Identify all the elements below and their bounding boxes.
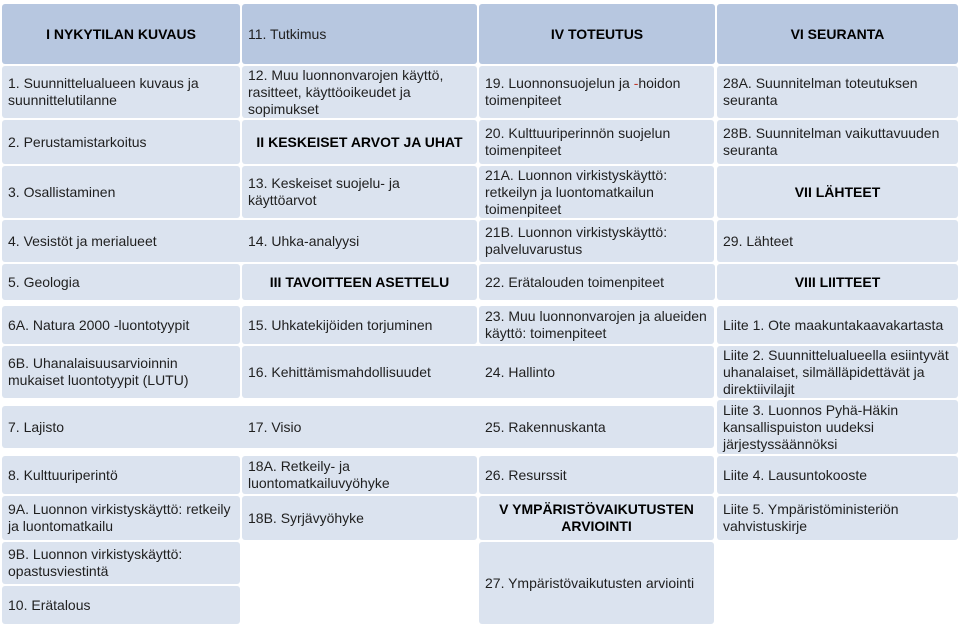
header-tutkimus: 11. Tutkimus — [242, 4, 477, 64]
item-23: 23. Muu luonnonvarojen ja alueiden käyttö: toimenpiteet — [479, 306, 714, 344]
item-2: 2. Perustamistarkoitus — [2, 120, 240, 164]
item-22: 22. Erätalouden toimenpiteet — [479, 264, 715, 300]
liite-2: Liite 2. Suunnittelualueella esiintyvät uhanalaiset, silmälläpidettävät ja direktiivilajit — [717, 346, 958, 398]
item-6b: 6B. Uhanalaisuusarvioinnin mukaiset luontotyypit (LUTU) — [2, 346, 240, 398]
item-8: 8. Kulttuuriperintö — [2, 456, 240, 494]
item-15: 15. Uhkatekijöiden torjuminen — [242, 306, 477, 344]
item-26: 26. Resurssit — [479, 456, 714, 494]
liite-4: Liite 4. Lausuntokooste — [717, 456, 958, 494]
header-liitteet: VIII LIITTEET — [717, 264, 958, 300]
liite-3: Liite 3. Luonnos Pyhä-Häkin kansallispuiston uudeksi järjestyssäännöksi — [717, 400, 958, 454]
row-16-24 — [242, 346, 714, 398]
header-keskeiset-arvot: II KESKEISET ARVOT JA UHAT — [242, 120, 477, 164]
item-29: 29. Lähteet — [717, 220, 958, 262]
item-21a: 21A. Luonnon virkistyskäyttö: retkeilyn ja luontomatkailun toimenpiteet — [479, 166, 714, 218]
item-6a: 6A. Natura 2000 -luontotyypit — [2, 306, 240, 344]
item-24: 24. Hallinto — [485, 363, 556, 380]
item-1: 1. Suunnittelualueen kuvaus ja suunnittelutilanne — [2, 66, 240, 118]
item-16: 16. Kehittämismahdollisuudet — [248, 363, 431, 380]
header-ymparistovaikutukset: V YMPÄRISTÖVAIKUTUSTEN ARVIOINTI — [479, 496, 714, 540]
liite-5: Liite 5. Ympäristöministeriön vahvistuskirje — [717, 496, 958, 540]
header-lahteet: VII LÄHTEET — [717, 166, 958, 218]
item-9b: 9B. Luonnon virkistyskäyttö: opastusviestintä — [2, 542, 240, 584]
item-5: 5. Geologia — [2, 264, 240, 300]
header-seuranta: VI SEURANTA — [717, 4, 958, 64]
item-4: 4. Vesistöt ja merialueet — [8, 232, 157, 249]
item-18b: 18B. Syrjävyöhyke — [242, 496, 477, 540]
item-9a: 9A. Luonnon virkistyskäyttö: retkeily ja luontomatkailu — [2, 496, 240, 540]
item-28a: 28A. Suunnitelman toteutuksen seuranta — [717, 66, 958, 118]
item-27: 27. Ympäristövaikutusten arviointi — [479, 542, 714, 624]
item-28b: 28B. Suunnitelman vaikuttavuuden seuranta — [717, 120, 958, 164]
liite-1: Liite 1. Ote maakuntakaavakartasta — [717, 306, 958, 344]
item-12: 12. Muu luonnonvarojen käyttö, rasitteet, käyttöoikeudet ja sopimukset — [242, 66, 477, 118]
row-7-17-25 — [2, 406, 714, 448]
header-tavoitteen-asettelu: III TAVOITTEEN ASETTELU — [242, 264, 477, 300]
header-nykytilan-kuvaus: I NYKYTILAN KUVAUS — [2, 4, 240, 64]
header-toteutus: IV TOTEUTUS — [479, 4, 715, 64]
item-17: 17. Visio — [248, 418, 302, 435]
item-3: 3. Osallistaminen — [2, 166, 240, 218]
item-21b: 21B. Luonnon virkistyskäyttö: palveluvarustus — [479, 220, 714, 262]
item-18a: 18A. Retkeily- ja luontomatkailuvyöhyke — [242, 456, 477, 494]
item-7: 7. Lajisto — [8, 418, 65, 435]
item-4-row — [2, 220, 477, 262]
item-13: 13. Keskeiset suojelu- ja käyttöarvot — [242, 166, 477, 218]
item-19: 19. Luonnonsuojelun ja -hoidon toimenpiteet — [479, 66, 714, 118]
item-14: 14. Uhka-analyysi — [248, 232, 360, 249]
item-10: 10. Erätalous — [2, 586, 240, 624]
item-25: 25. Rakennuskanta — [485, 418, 606, 435]
item-20: 20. Kulttuuriperinnön suojelun toimenpiteet — [479, 120, 714, 164]
